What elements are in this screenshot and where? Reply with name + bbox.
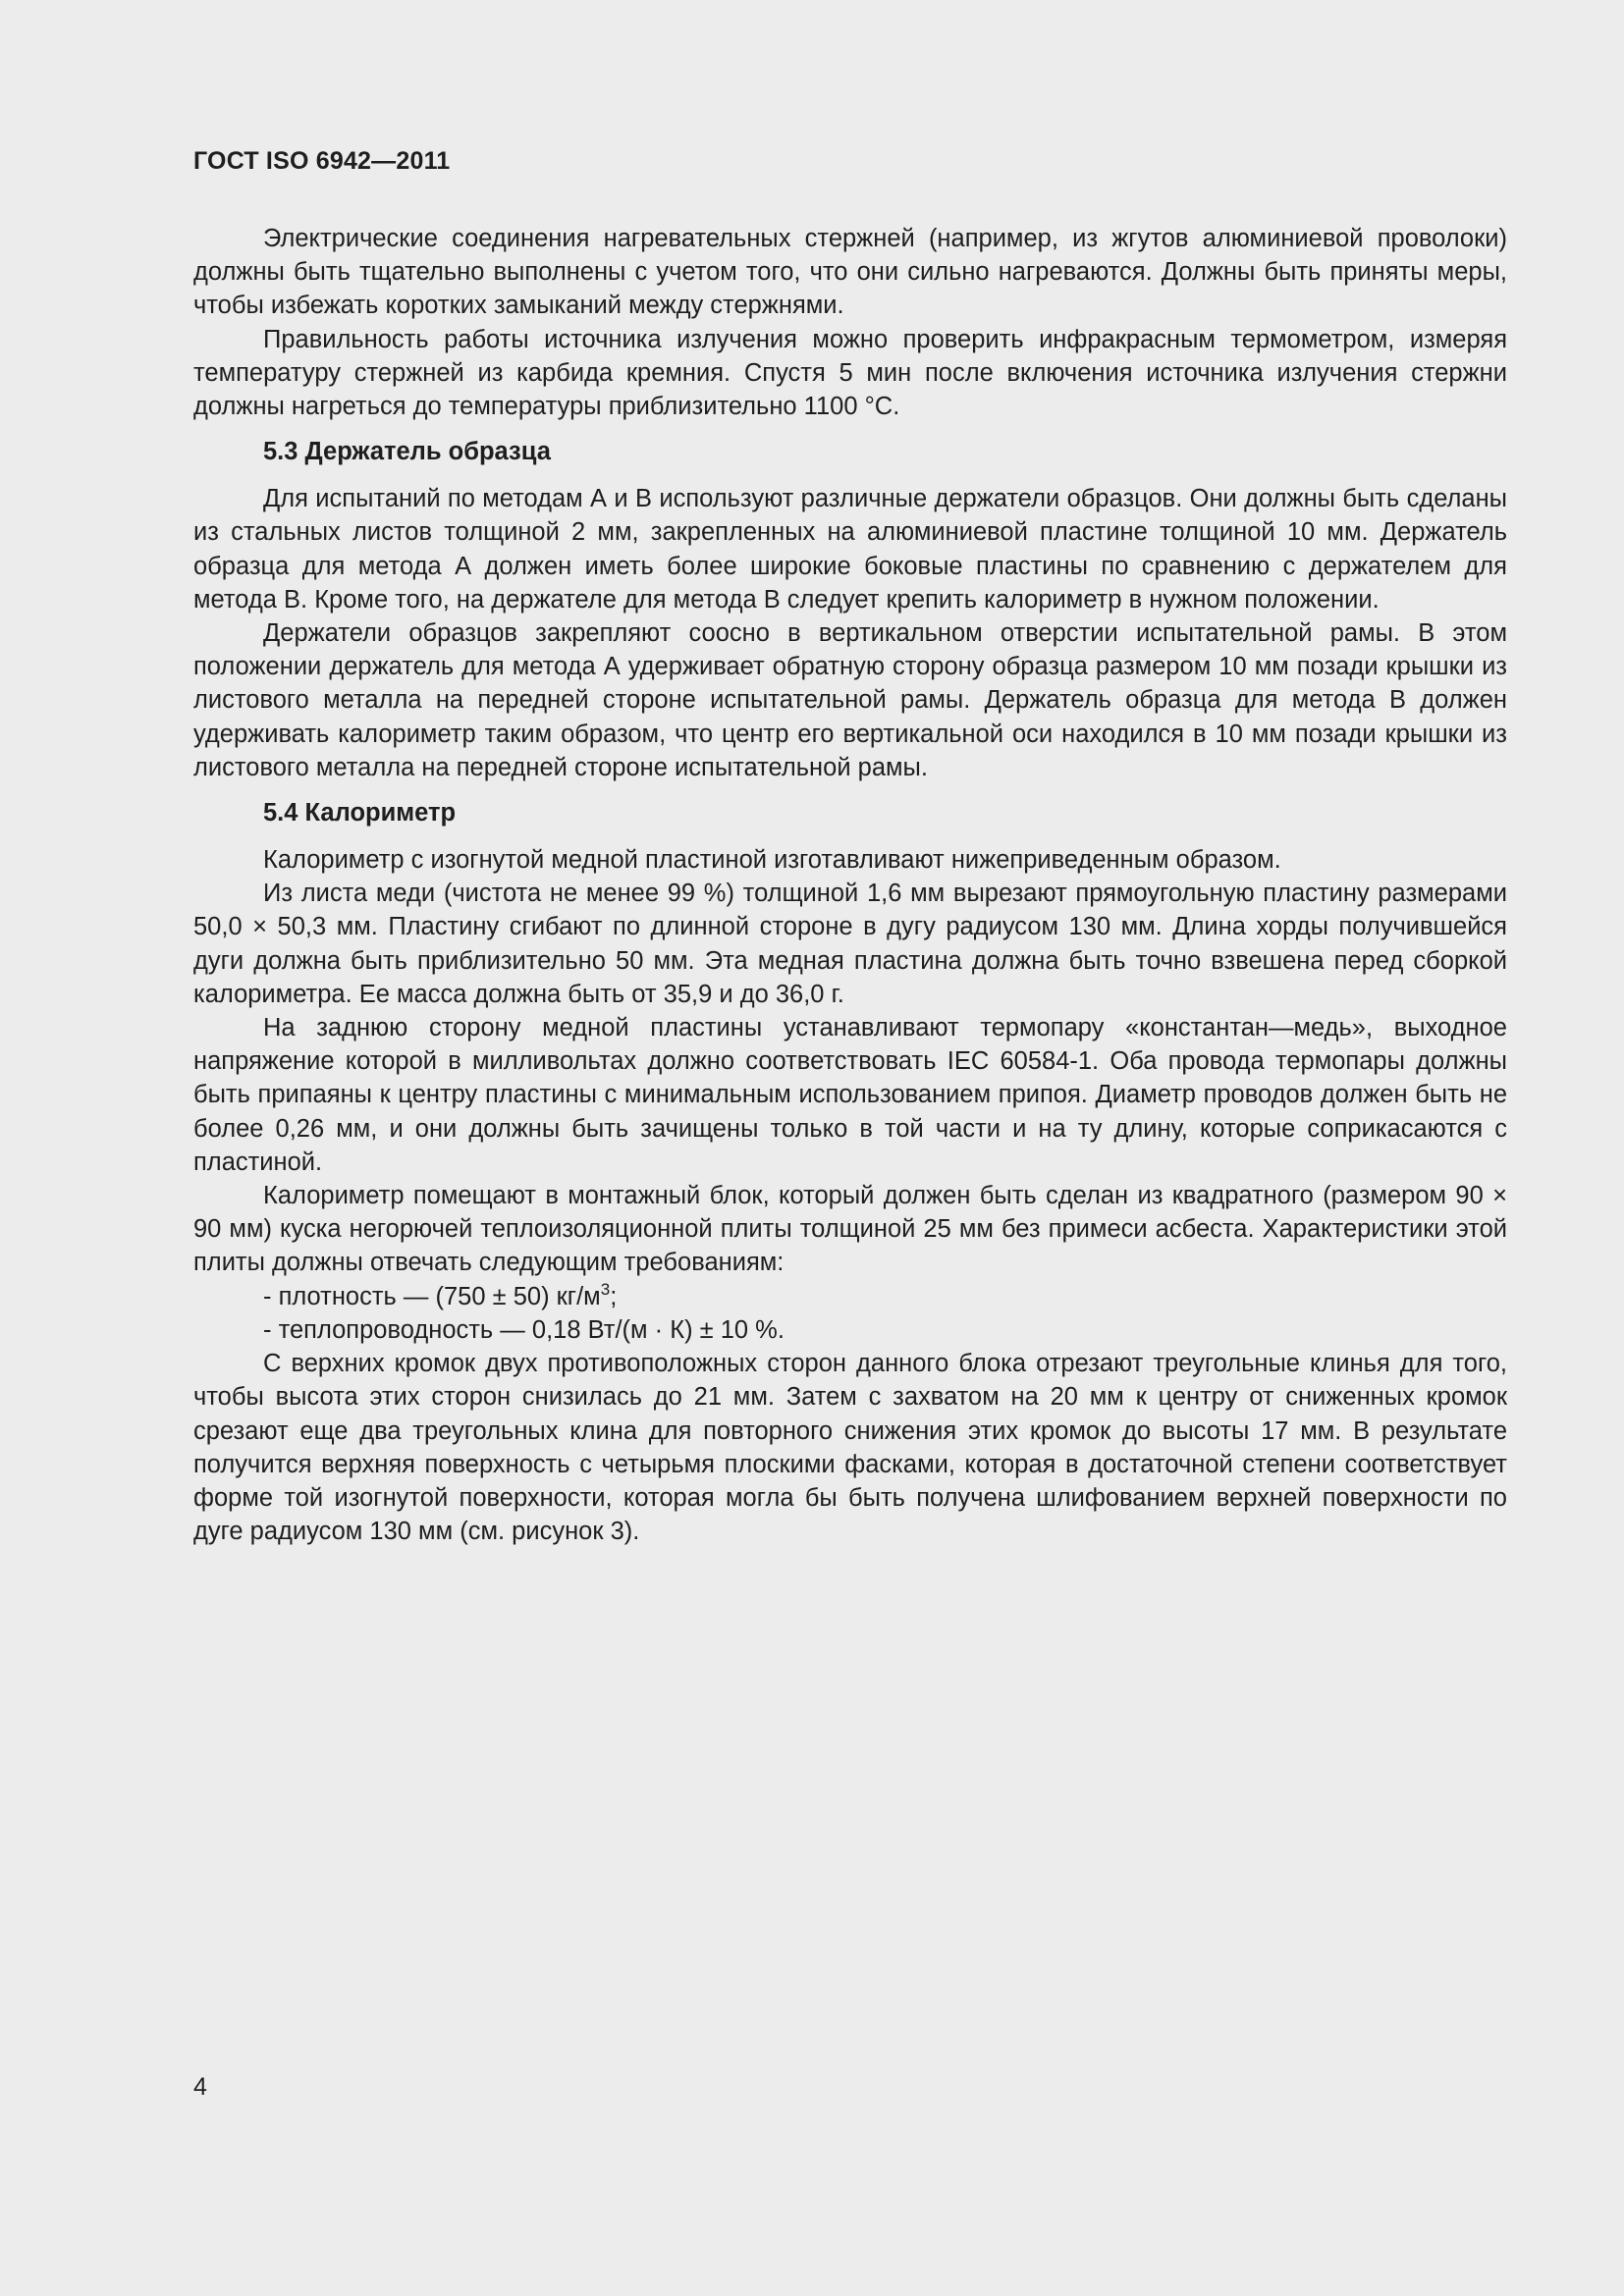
paragraph: Электрические соединения нагревательных стержней (например, из жгутов алюминиевой проволоки) должны быть тщательно выполнены с учетом того, что они сильно нагреваются. Должны быть приняты меры, чтобы избежать коротких замыканий между стержнями. [193, 225, 1507, 320]
paragraph: С верхних кромок двух противоположных сторон данного блока отрезают треугольные клинья для того, чтобы высота этих сторон снизилась до 21 мм. Затем с захватом на 20 мм к центру от сниженных кромок срезают еще два треугольных клина для повторного снижения этих кромок до высоты 17 мм. В результате получится верхняя поверхность с четырьмя плоскими фасками, которая в достаточной степени соответствует форме той изогнутой поверхности, которая могла бы быть получена шлифованием верхней поверхности по дуге радиусом 130 мм (см. рисунок 3). [193, 1350, 1507, 1546]
list-item-conductivity: - теплопроводность — 0,18 Вт/(м · К) ± 10 %. [263, 1315, 785, 1344]
page-number: 4 [193, 2073, 207, 2101]
paragraph: Калориметр с изогнутой медной пластиной изготавливают нижеприведенным образом. [263, 846, 1281, 875]
list-item-text: - плотность — (750 ± 50) кг/м [263, 1282, 601, 1310]
list-item-density [193, 1280, 1507, 1313]
section-heading-5-4: 5.4 Калориметр [263, 799, 457, 828]
paragraph: Правильность работы источника излучения можно проверить инфракрасным термометром, измеряя температуру стержней из карбида кремния. Спустя 5 мин после включения источника излучения стержни должны нагреться до температуры приблизительно 1100 °С. [193, 325, 1507, 421]
document-header: ГОСТ ISO 6942—2011 [193, 147, 451, 175]
section-heading-5-3: 5.3 Держатель образца [263, 438, 551, 466]
paragraph: Для испытаний по методам А и В используют различные держатели образцов. Они должны быть сделаны из стальных листов толщиной 2 мм, закрепленных на алюминиевой пластине толщиной 10 мм. Держатель образца для метода А должен иметь более широкие боковые пластины по сравнению с держателем для метода В. Кроме того, на держателе для метода В следует крепить калориметр в нужном положении. [193, 485, 1507, 614]
paragraph: На заднюю сторону медной пластины устанавливают термопару «константан—медь», выходное напряжение которой в милливольтах должно соответствовать IEC 60584-1. Оба провода термопары должны быть припаяны к центру пластины с минимальным использованием припоя. Диаметр проводов должен быть не более 0,26 мм, и они должны быть зачищены только в той части и на ту длину, которые соприкасаются с пластиной. [193, 1014, 1507, 1176]
list-item-tail: ; [610, 1282, 618, 1310]
superscript: 3 [600, 1279, 611, 1299]
document-body [193, 222, 1507, 1548]
paragraph: Калориметр помещают в монтажный блок, который должен быть сделан из квадратного (размером 90 × 90 мм) куска негорючей теплоизоляционной плиты толщиной 25 мм без примеси асбеста. Характеристики этой плиты должны отвечать следующим требованиям: [193, 1182, 1507, 1277]
paragraph: Из листа меди (чистота не менее 99 %) толщиной 1,6 мм вырезают прямоугольную пластину размерами 50,0 × 50,3 мм. Пластину сгибают по длинной стороне в дугу радиусом 130 мм. Длина хорды получившейся дуги должна быть приблизительно 50 мм. Эта медная пластина должна быть точно взвешена перед сборкой калориметра. Ее масса должна быть от 35,9 и до 36,0 г. [193, 880, 1507, 1008]
paragraph: Держатели образцов закрепляют соосно в вертикальном отверстии испытательной рамы. В этом положении держатель для метода А удерживает обратную сторону образца размером 10 мм позади крышки из листового металла на передней стороне испытательной рамы. Держатель образца для метода В должен удерживать калориметр таким образом, что центр его вертикальной оси находился в 10 мм позади крышки из листового металла на передней стороне испытательной рамы. [193, 619, 1507, 781]
